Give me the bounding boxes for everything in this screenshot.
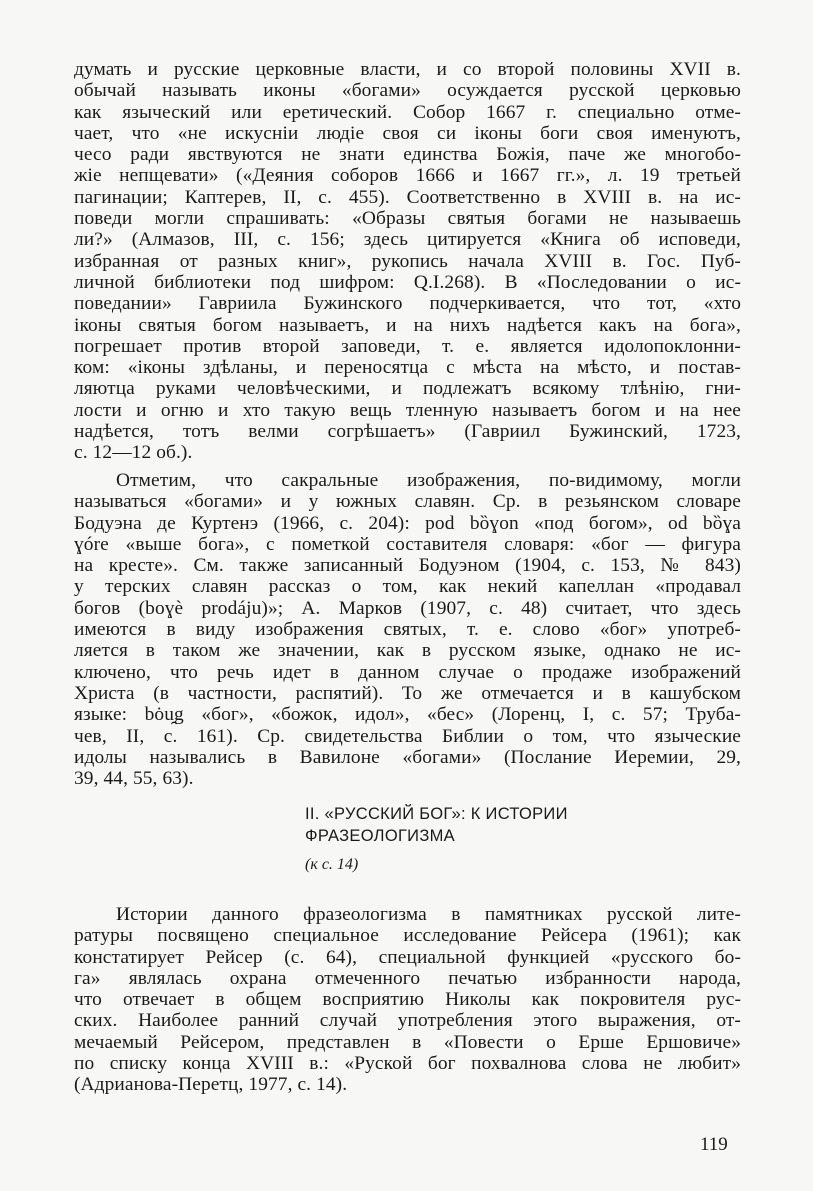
text-line: богов (boɣè prodáju)»; А. Марков (1907, с. 48) считает, что здесь (74, 597, 741, 619)
text-line: мечаемый Рейсером, представлен в «Повести о Ерше Ершовиче» (74, 1031, 741, 1053)
text-line: га» являлась охрана отмеченного печатью избранности народа, (74, 967, 741, 989)
text-line: с. 12—12 об.). (74, 442, 193, 464)
section-heading-line: ФРАЗЕОЛОГИЗМА (305, 827, 455, 845)
text-line: іконы святыя богом называетъ, и на нихъ надѣется какъ на бога», (74, 314, 741, 336)
page-number: 119 (700, 1134, 728, 1155)
text-line: поведании» Гавриила Бужинского подчеркивается, что тот, «хто (74, 293, 741, 315)
text-line: пагинации; Каптерев, II, с. 455). Соответственно в XVIII в. на ис- (74, 186, 741, 208)
text-line: погрешает против второй заповеди, т. е. является идолопоклонни- (74, 335, 741, 357)
text-line: ских. Наиболее ранний случай употребления этого выражения, от- (74, 1010, 741, 1032)
text-line: ком: «іконы здѣланы, и переносятца с мѣста на мѣсто, и постав- (74, 357, 741, 379)
text-line: надѣется, тотъ велми согрѣшаетъ» (Гавриил Бужинский, 1723, (74, 421, 741, 443)
text-line: ключено, что речь идет в данном случае о продаже изображений (74, 661, 741, 683)
text-line: как языческий или еретический. Собор 1667 г. специально отме- (74, 101, 741, 123)
text-line: ли?» (Алмазов, III, с. 156; здесь цитируется «Книга об исповеди, (74, 229, 741, 251)
text-line: Христа (в частности, распятий). То же отмечается и в кашубском (74, 682, 741, 704)
text-line: что отвечает в общем восприятию Николы как покровителя рус- (74, 989, 741, 1011)
text-line: констатирует Рейсер (с. 64), специальной функцией «русского бо- (74, 946, 741, 968)
text-line: Бодуэна де Куртенэ (1966, с. 204): pod bȍɣon «под богом», od bȍɣa (74, 512, 741, 534)
text-line: чает, что «не искусніи людіе своя си іконы боги своя именуютъ, (74, 122, 741, 144)
text-line: у терских славян рассказ о том, как некий капеллан «продавал (74, 576, 741, 598)
text-line: Отметим, что сакральные изображения, по-видимому, могли (116, 470, 741, 491)
text-line: обычай называть иконы «богами» осуждается русской церковью (74, 80, 741, 102)
text-line: жіе непщевати» («Деяния соборов 1666 и 1667 гг.», л. 19 третьей (74, 165, 741, 187)
text-line: поведи могли спрашивать: «Образы святыя богами не называешь (74, 208, 741, 230)
text-line: избранная от разных книг», рукопись начала XVIII в. Гос. Пуб- (74, 250, 741, 272)
text-line: ратуры посвящено специальное исследование Рейсера (1961); как (74, 925, 741, 947)
text-line: на кресте». См. также записанный Бодуэном (1904, с. 153, № 843) (74, 555, 741, 577)
paragraph-continued (74, 59, 741, 464)
text-line: 39, 44, 55, 63). (74, 768, 194, 790)
text-line: чев, II, с. 161). Ср. свидетельства Библии о том, что языческие (74, 725, 741, 747)
text-line: называться «богами» и у южных славян. Ср. в резьянском словаре (74, 491, 741, 513)
text-line: чесо ради явствуются не знати единства Божія, паче же многобо- (74, 144, 741, 166)
text-line: языке: bȯu̯g «бог», «божок, идол», «бес» (Лоренц, I, с. 57; Труба- (74, 704, 741, 726)
text-line: ɣóre «выше бога», с пометкой составителя словаря: «бог — фигура (74, 533, 741, 555)
section-heading (305, 803, 725, 847)
paragraph (74, 470, 741, 789)
text-line: лости и огню и хто такую вещь тленную называетъ богом и на нее (74, 399, 741, 421)
paragraph (74, 904, 741, 1096)
text-line: личной библиотеки под шифром: Q.I.268). В «Последовании о ис- (74, 271, 741, 293)
text-line: имеются в виду изображения святых, т. е. слово «бог» употреб- (74, 619, 741, 641)
section-page-reference: (к с. 14) (305, 856, 359, 873)
text-line: (Адрианова-Перетц, 1977, с. 14). (74, 1074, 348, 1096)
text-line: идолы назывались в Вавилоне «богами» (Послание Иеремии, 29, (74, 746, 741, 768)
text-line: ляется в таком же значении, как в русском языке, однако не ис- (74, 640, 741, 662)
text-line: ляютца руками человѣческими, и подлежатъ всякому тлѣнію, гни- (74, 378, 741, 400)
text-line: думать и русские церковные власти, и со второй половины XVII в. (74, 59, 741, 80)
text-line: Истории данного фразеологизма в памятниках русской лите- (116, 904, 741, 925)
text-line: по списку конца XVIII в.: «Руской бог похвалнова слова не любит» (74, 1053, 741, 1075)
section-heading-line: II. «РУССКИЙ БОГ»: К ИСТОРИИ (305, 805, 568, 823)
